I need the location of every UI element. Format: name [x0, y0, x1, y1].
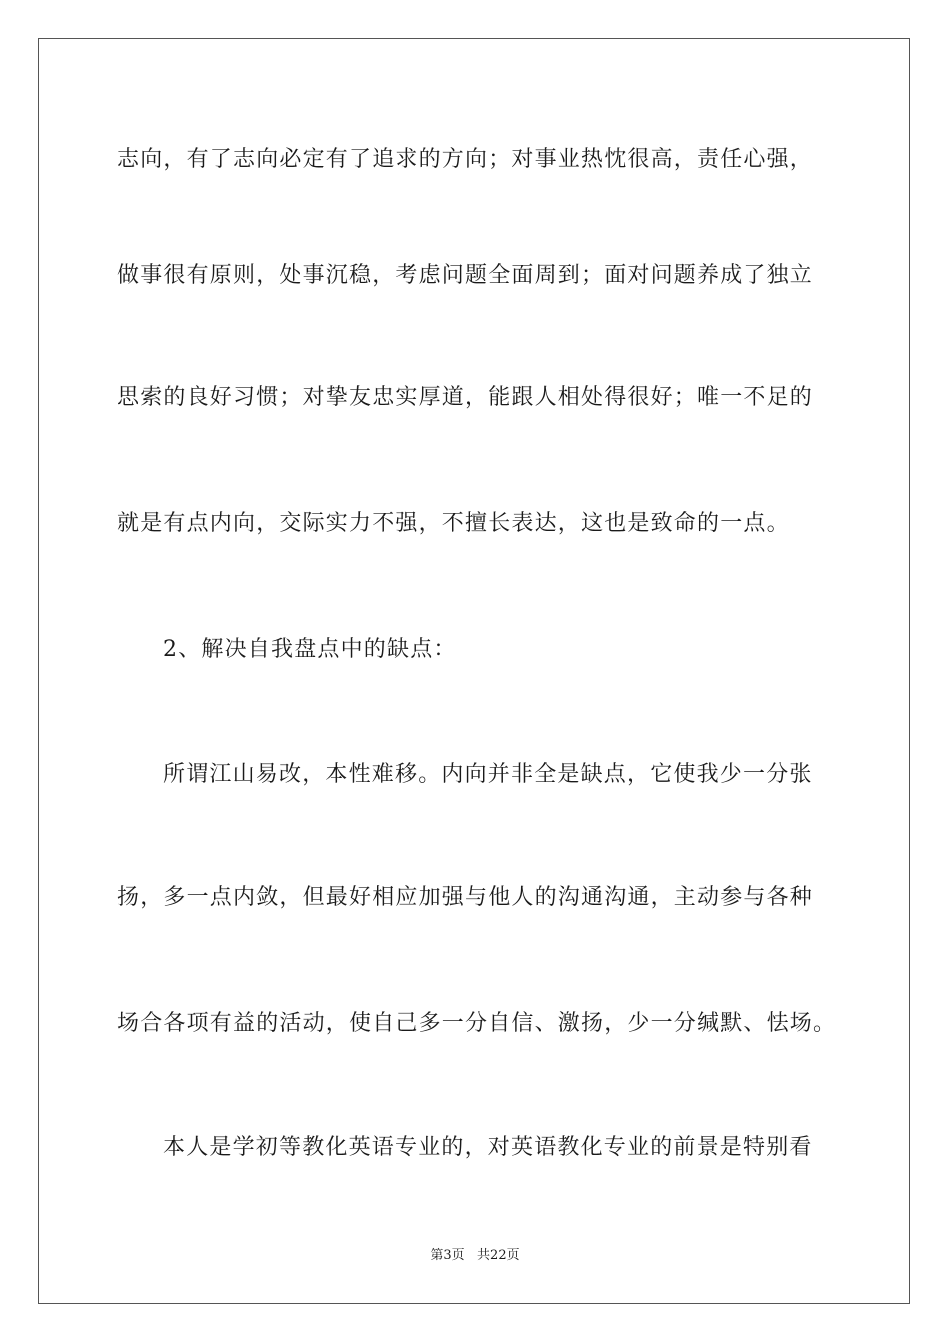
body-line-1: 志向，有了志向必定有了追求的方向；对事业热忱很高，责任心强， — [117, 147, 814, 172]
body-line-3: 思索的良好习惯；对挚友忠实厚道，能跟人相处得很好；唯一不足的 — [117, 385, 814, 410]
page-border — [38, 38, 910, 1304]
body-line-8: 本人是学初等教化英语专业的，对英语教化专业的前景是特别看 — [163, 1135, 813, 1160]
body-line-7: 场合各项有益的活动，使自己多一分自信、激扬，少一分缄默、怯场。 — [117, 1011, 837, 1036]
page-number-footer: 第3页 共22页 — [430, 1248, 520, 1263]
body-line-5: 所谓江山易改，本性难移。内向并非全是缺点，它使我少一分张 — [163, 762, 813, 787]
body-line-6: 扬，多一点内敛，但最好相应加强与他人的沟通沟通，主动参与各种 — [117, 885, 814, 910]
section-heading: 2、解决自我盘点中的缺点： — [163, 637, 457, 662]
body-line-4: 就是有点内向，交际实力不强，不擅长表达，这也是致命的一点。 — [117, 511, 790, 536]
body-line-2: 做事很有原则，处事沉稳，考虑问题全面周到；面对问题养成了独立 — [117, 263, 814, 288]
